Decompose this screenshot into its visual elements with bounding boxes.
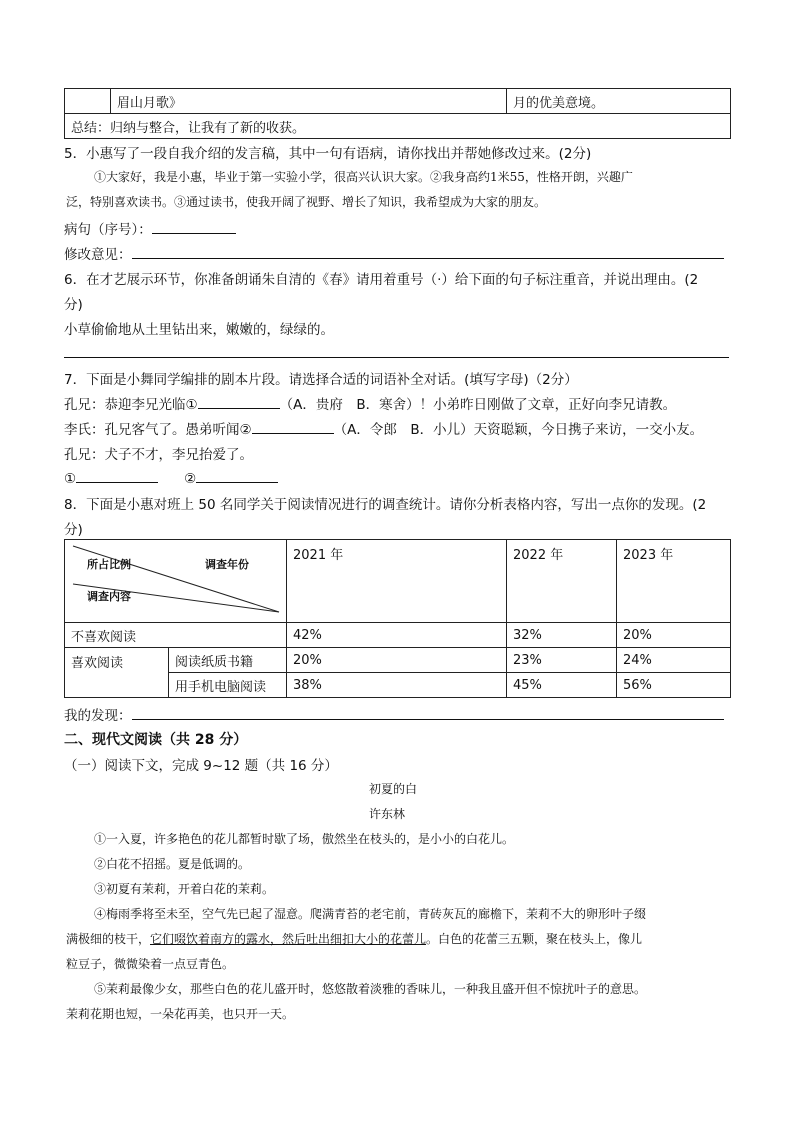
header-year: 调查年份 xyxy=(205,558,249,571)
cell-value: 42% xyxy=(287,623,507,648)
article-author: 许东林 xyxy=(369,807,406,821)
q8-stem-line1: 8．下面是小惠对班上 50 名同学关于阅读情况进行的调查统计。请你分析表格内容，写出一点你的发现。(2 xyxy=(64,497,707,513)
q7-stem: 7．下面是小舞同学编排的剧本片段。请选择合适的词语补全对话。(填写字母)（2分） xyxy=(64,372,578,388)
year-2021: 2021 年 xyxy=(287,540,507,623)
q7-line2-pre: 李氏：孔兄客气了。愚弟听闻② xyxy=(64,422,252,438)
cell-value: 20% xyxy=(617,623,731,648)
top-table xyxy=(64,88,731,139)
q7-answer-row xyxy=(64,468,278,487)
q7-answer2-label: ② xyxy=(184,471,197,487)
top-table-poem-cell: 眉山月歌》 xyxy=(111,89,507,114)
row-label-phone: 用手机电脑阅读 xyxy=(169,673,287,698)
table-row xyxy=(65,623,731,648)
top-table-desc-cell: 月的优美意境。 xyxy=(507,89,731,114)
q6-sentence: 小草偷偷地从土里钻出来，嫩嫩的，绿绿的。 xyxy=(64,322,334,338)
q5-sentence-row xyxy=(64,218,236,238)
q7-line2 xyxy=(64,418,703,438)
q7-blank1[interactable] xyxy=(198,394,280,409)
q7-answer1-label: ① xyxy=(64,471,77,487)
cell-value: 20% xyxy=(287,648,507,673)
cell-value: 32% xyxy=(507,623,617,648)
row-label-paper: 阅读纸质书籍 xyxy=(169,648,287,673)
top-table-summary: 总结：归纳与整合，让我有了新的收获。 xyxy=(65,114,731,139)
cell-value: 23% xyxy=(507,648,617,673)
p4-line2-start: 满极细的枝干， xyxy=(66,932,151,946)
paragraph-2: ②白花不招摇。夏是低调的。 xyxy=(94,857,251,871)
q7-line2-post: （A．令郎 B．小儿）天资聪颖，今日携子来访，一交小友。 xyxy=(333,422,704,438)
p4-line2-end: 。白色的花蕾三五颗，聚在枝头上，像儿 xyxy=(426,932,643,946)
cell-value: 45% xyxy=(507,673,617,698)
q5-fix-row xyxy=(64,243,724,263)
q5-sentence-label: 病句（序号）： xyxy=(64,222,152,238)
q6-answer-line[interactable] xyxy=(64,357,729,358)
q8-finding-blank[interactable] xyxy=(132,705,724,720)
cell-value: 56% xyxy=(617,673,731,698)
section2-heading: 二、现代文阅读（共 28 分） xyxy=(64,732,248,748)
header-content: 调查内容 xyxy=(87,590,131,603)
q5-fix-label: 修改意见： xyxy=(64,247,132,263)
q5-fix-blank[interactable] xyxy=(132,244,724,259)
q7-answer2-blank[interactable] xyxy=(196,468,278,483)
q7-answer1-blank[interactable] xyxy=(76,468,158,483)
q5-stem: 5．小惠写了一段自我介绍的发言稿，其中一句有语病，请你找出并帮她修改过来。(2分) xyxy=(64,146,592,162)
header-ratio: 所占比例 xyxy=(87,558,131,571)
paragraph-4-line2 xyxy=(66,930,642,947)
section2-subheading: （一）阅读下文，完成 9~12 题（共 16 分） xyxy=(64,758,338,774)
q8-stem-line2: 分) xyxy=(64,522,83,538)
q6-stem-line1: 6．在才艺展示环节，你准备朗诵朱自清的《春》请用着重号（·）给下面的句子标注重音，并说出理由。(2 xyxy=(64,272,699,288)
paragraph-1: ①一入夏，许多艳色的花儿都暂时歇了场，傲然坐在枝头的，是小小的白花儿。 xyxy=(94,832,515,846)
q7-blank2[interactable] xyxy=(252,419,334,434)
paragraph-5-line2: 茉莉花期也短，一朵花再美，也只开一天。 xyxy=(66,1007,295,1021)
paragraph-4-line3: 粒豆子，微微染着一点豆青色。 xyxy=(66,957,235,971)
q6-stem-line2: 分) xyxy=(64,297,83,313)
q7-line3: 孔兄：犬子不才，李兄抬爱了。 xyxy=(64,447,253,463)
row-label-like: 喜欢阅读 xyxy=(65,648,169,698)
q5-passage-line2: 泛，特别喜欢读书。③通过读书，使我开阔了视野、增长了知识，我希望成为大家的朋友。 xyxy=(66,195,547,209)
p4-underlined-sentence: 它们啜饮着南方的露水，然后吐出细扣大小的花蕾儿 xyxy=(150,932,427,946)
q8-finding-row xyxy=(64,704,724,724)
survey-table xyxy=(64,539,731,698)
row-label-dislike: 不喜欢阅读 xyxy=(65,623,287,648)
paragraph-5-line1: ⑤茉莉最像少女，那些白色的花儿盛开时，悠悠散着淡雅的香味儿，一种我且盛开但不惊扰叶子的意思。 xyxy=(94,982,647,996)
article-title: 初夏的白 xyxy=(369,782,418,796)
diagonal-lines xyxy=(65,540,287,623)
survey-diagonal-header xyxy=(65,540,287,623)
q5-passage-line1: ①大家好，我是小惠，毕业于第一实验小学，很高兴认识大家。②我身高约1米55，性格开朗，兴趣广 xyxy=(94,170,633,184)
q7-line1-post: （A．贵府 B．寒舍）！小弟昨日刚做了文章，正好向李兄请教。 xyxy=(279,397,677,413)
q7-line1-pre: 孔兄：恭迎李兄光临① xyxy=(64,397,198,413)
cell-value: 24% xyxy=(617,648,731,673)
q8-finding-label: 我的发现： xyxy=(64,708,132,724)
top-table-blank-cell xyxy=(65,89,111,114)
q7-line1 xyxy=(64,393,676,413)
q5-sentence-blank[interactable] xyxy=(152,219,236,234)
year-2022: 2022 年 xyxy=(507,540,617,623)
cell-value: 38% xyxy=(287,673,507,698)
paragraph-4-line1: ④梅雨季将至未至，空气先已起了湿意。爬满青苔的老宅前，青砖灰瓦的廊檐下，茉莉不大的卵形叶子缀 xyxy=(94,907,647,921)
year-2023: 2023 年 xyxy=(617,540,731,623)
table-row xyxy=(65,648,731,673)
paragraph-3: ③初夏有茉莉，开着白花的茉莉。 xyxy=(94,882,275,896)
